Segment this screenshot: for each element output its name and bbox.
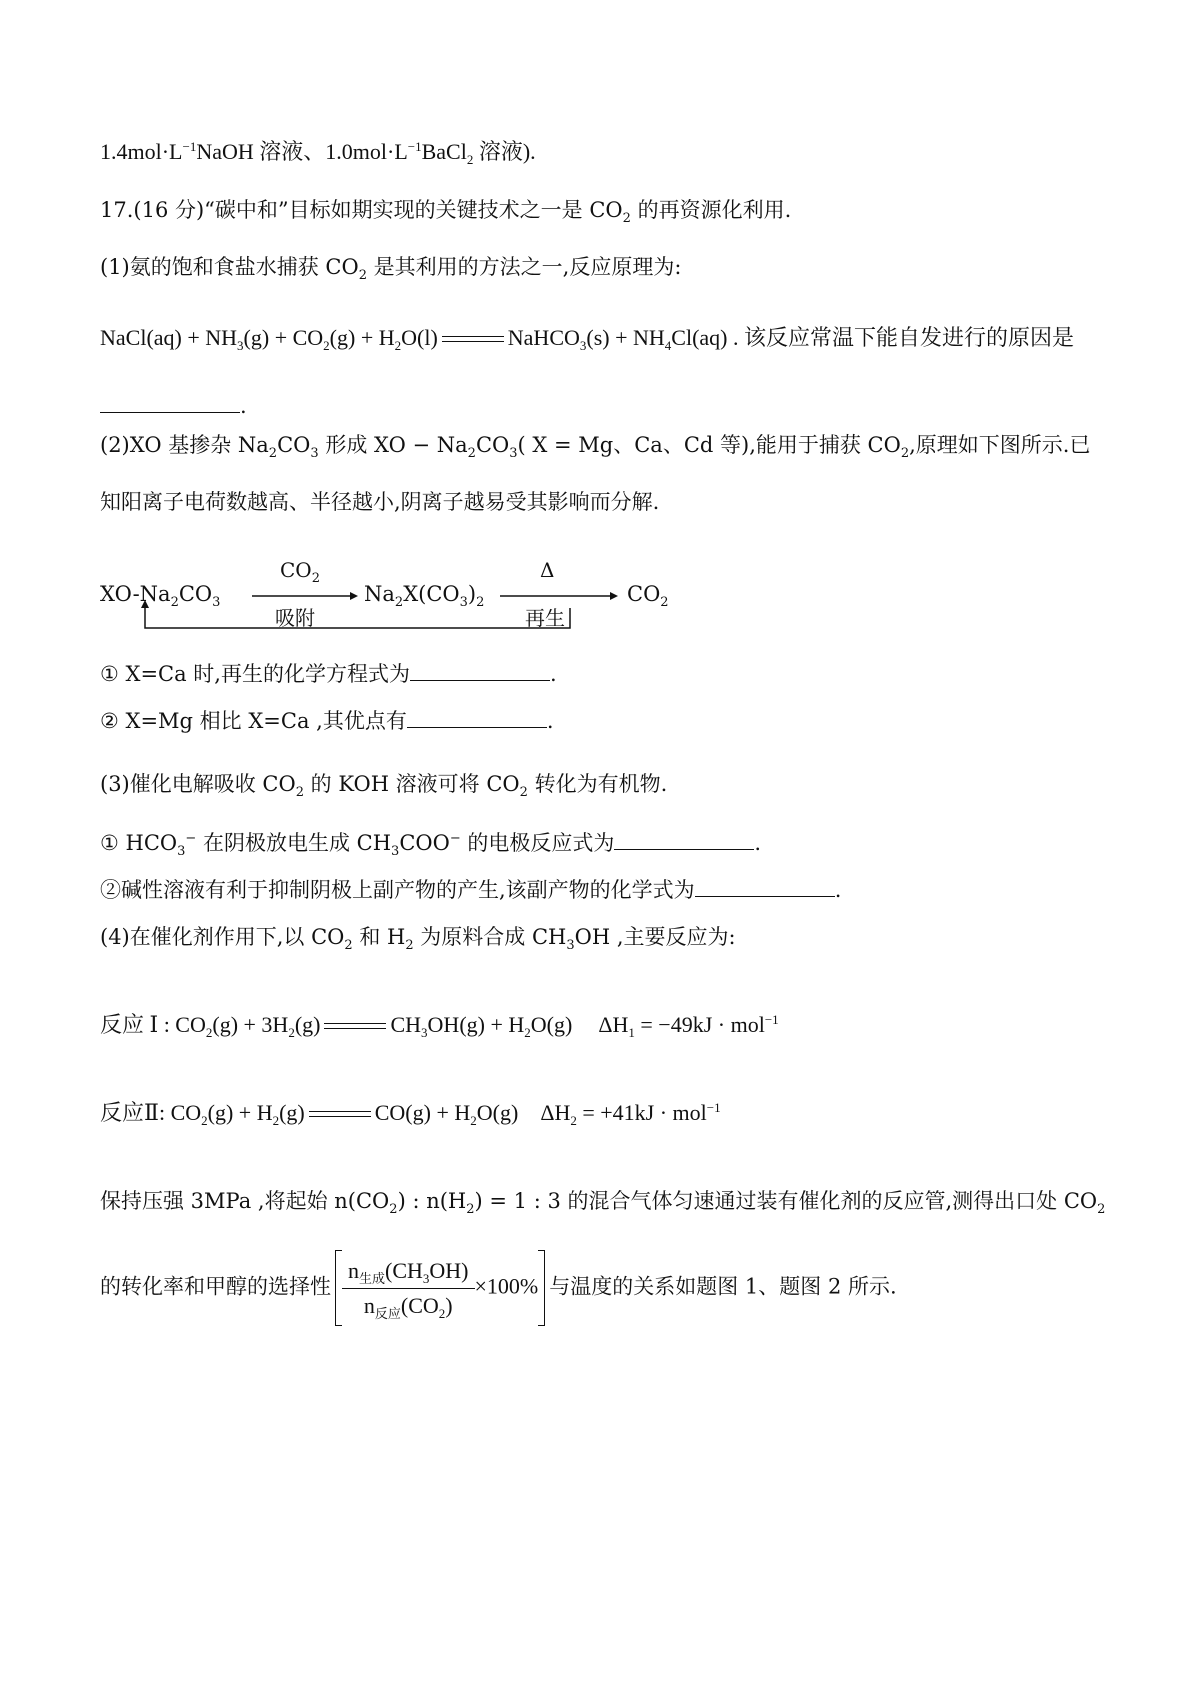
conditions-paragraph: 保持压强 3MPa ,将起始 $n(CO_2)$ : $n(H_2) = 1$ : 3 的混合气体匀速通过装有催化剂的反应管,测得出口处 $CO_2$ — [100, 1189, 1106, 1217]
diagram-arrows — [100, 566, 680, 652]
reaction-2: 反应Ⅱ: $CO_2(g) + H_2(g) CO(g) + H_2O(g) \Delta H_2 = +41kJ \cdot mol^{-1}$ — [100, 1100, 721, 1128]
part-3-intro: (3)催化电解吸收 $CO_2$ 的 KOH 溶液可将 $CO_2$ 转化为有机物. — [100, 772, 668, 800]
part-2-q2: ② X=Mg 相比 X=Ca ,其优点有 . — [100, 709, 554, 733]
blank — [410, 662, 550, 681]
blank — [407, 709, 547, 728]
part-3-q1: ① $HCO_3^-$ 在阴极放电生成 $CH_3COO^-$ 的电极反应式为 . — [100, 831, 762, 859]
equal-sign — [324, 1022, 386, 1032]
equal-sign — [309, 1110, 371, 1120]
blank — [614, 831, 754, 850]
part-2-intro: (2)XO 基掺杂 $Na_2CO_3$ 形成 XO − $Na_2CO_3$( X = Mg、Ca、Cd 等),能用于捕获 $CO_2$,原理如下图所示.已 — [100, 433, 1091, 461]
right-bracket — [538, 1250, 545, 1326]
product-co2: $CO_2$ — [627, 582, 669, 610]
blank — [100, 394, 240, 413]
reactant-xo-na2co3: $XO-Na_2CO_3$ — [100, 582, 221, 610]
part-4-intro: (4)在催化剂作用下,以 $CO_2$ 和 $H_2$ 为原料合成 $CH_3OH$ ,主要反应为: — [100, 925, 736, 953]
part-1-intro: (1)氨的饱和食盐水捕获 $CO_2$ 是其利用的方法之一,反应原理为: — [100, 255, 682, 283]
capture-regeneration-diagram — [100, 558, 680, 652]
equal-sign — [442, 335, 504, 345]
selectivity-paragraph: 的转化率和甲醇的选择性 $\frac{n_{生成}(CH_3OH)}{n_{反应}(CO_2)}$ ×100% 与温度的关系如题图 1、题图 2 所示. — [100, 1250, 897, 1326]
left-bracket — [335, 1250, 342, 1326]
part-2-q1: ① X=Ca 时,再生的化学方程式为 . — [100, 662, 557, 686]
part-2-intro-2: 知阳离子电荷数越高、半径越小,阴离子越易受其影响而分解. — [100, 490, 660, 514]
reaction-1: 反应 Ⅰ : $CO_2(g) + 3H_2(g) CH_3OH(g) + H_2O(g) \Delta H_1 = -49kJ \cdot mol^{-1}$ — [100, 1012, 779, 1040]
selectivity-fraction: $\frac{n_{生成}(CH_3OH)}{n_{反应}(CO_2)}$ — [342, 1256, 475, 1321]
answer-blank-1: . — [100, 392, 247, 420]
arrow-2-label-top: Δ — [540, 558, 555, 582]
equation-1: NaCl(aq) + $NH_3(g) + CO_2(g) + H_2O(l)$ NaHCO$_3$(s) + $NH_4Cl(aq)$ . 该反应常温下能自发进行的原因是 — [100, 325, 1075, 353]
part-3-q2: ②碱性溶液有利于抑制阴极上副产物的产生,该副产物的化学式为 . — [100, 878, 842, 902]
question-17-title: 17.(16 分)“碳中和”目标如期实现的关键技术之一是 $CO_2$ 的再资源化利用. — [100, 198, 792, 226]
intermediate-na2x-co3-2: $Na_2X(CO_3)_2$ — [364, 582, 485, 610]
blank — [695, 878, 835, 897]
arrow-1-label-bottom: 吸附 — [275, 606, 315, 630]
arrow-2-label-bottom: 再生 — [525, 606, 565, 630]
arrow-1-label-top: $CO_2$ — [280, 558, 320, 586]
solution-note: $1.4mol\cdot L^{-1}NaOH$ 溶液、$1.0mol\cdot L^{-1}BaCl_2$ 溶液). — [100, 139, 536, 167]
